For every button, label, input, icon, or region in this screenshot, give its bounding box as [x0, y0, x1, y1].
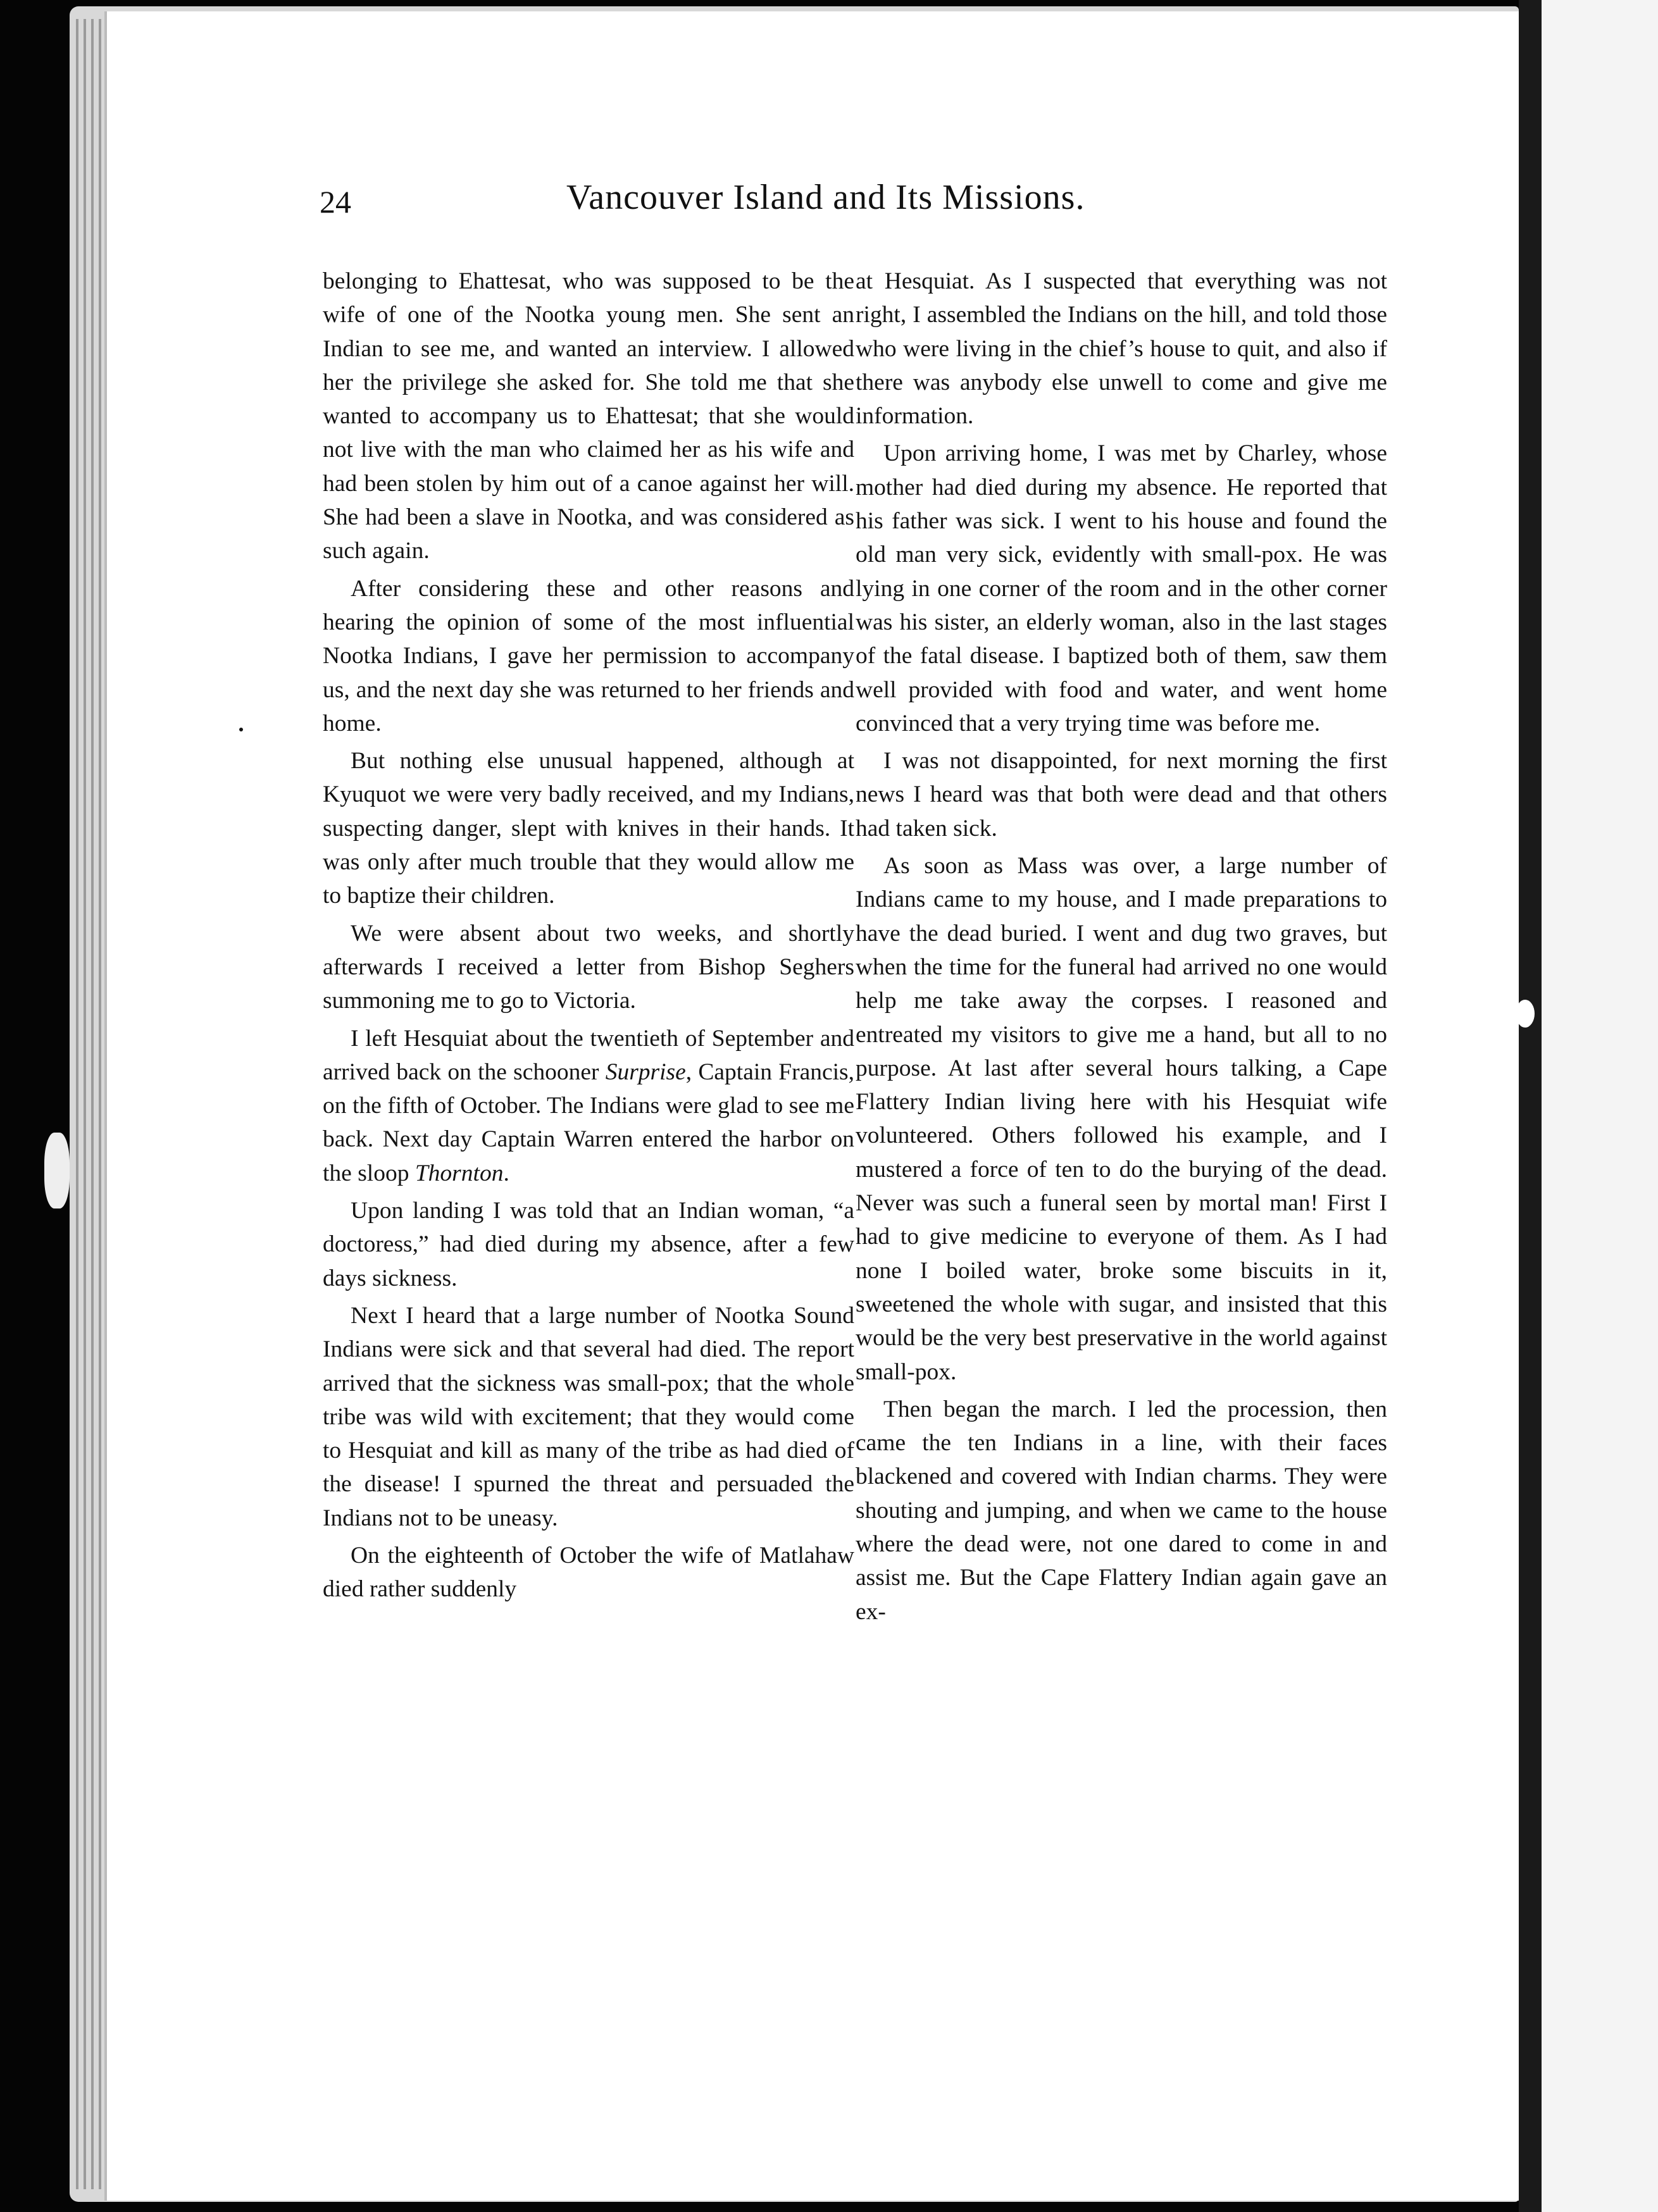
paragraph: But nothing else unusual happened, although at Kyuquot we were very badly received, and my Indians, suspecting danger, slept with knives in their hands. It was only after much trouble that they would allow me to baptize their children.	[323, 748, 854, 909]
page-edge	[84, 19, 86, 2189]
paragraph: at Hesquiat. As I suspected that everything was not right, I assembled the Indians on the hill, and told those who were living in the chief’s house to quit, and also if there was anybody else unwell to come and give me information.	[856, 268, 1387, 430]
scan-blemish	[44, 1133, 70, 1209]
book-gutter	[1519, 0, 1542, 2212]
paragraph	[323, 1022, 854, 1190]
paragraph-text: I left Hesquiat about the twentieth of September and arrived back on the schooner	[323, 1025, 854, 1085]
paragraph-text: .	[503, 1160, 509, 1186]
scan-blemish	[1516, 1000, 1535, 1028]
paragraph: After considering these and other reasons and hearing the opinion of some of the most influential Nootka Indians, I gave her permission to accompany us, and the next day she was returned to her friends and home.	[323, 575, 854, 736]
paragraph: On the eighteenth of October the wife of Matlahaw died rather suddenly	[323, 1542, 854, 1603]
paragraph: belonging to Ehattesat, who was supposed to be the wife of one of the Nootka young men. She sent an Indian to see me, and wanted an interview. I allowed her the privilege she asked for. She told me that she wanted to accompany us to Ehattesat; that she would not live with the man who claimed her as his wife and had been stolen by him out of a canoe against her will. She had been a slave in Nootka, and was considered as such again.	[323, 268, 854, 564]
page-number: 24	[320, 184, 351, 220]
scan-speck	[239, 728, 243, 731]
text-column-right	[856, 264, 1387, 1629]
paragraph: I was not disappointed, for next morning the first news I heard was that both were dead and that others had taken sick.	[856, 748, 1387, 842]
ship-name: Thornton	[414, 1160, 504, 1186]
ship-name: Surprise	[605, 1059, 686, 1085]
page-edge	[91, 19, 94, 2189]
page-header	[320, 177, 1142, 228]
paragraph: Upon landing I was told that an Indian woman, “a doctoress,” had died during my absence, after a few days sickness.	[323, 1198, 854, 1291]
page-edge	[76, 19, 78, 2189]
facing-page-edge	[1542, 0, 1658, 2212]
paragraph: Next I heard that a large number of Nootka Sound Indians were sick and that several had died. The report arrived that the sickness was small-pox; that the whole tribe was wild with excitement; that they would come to Hesquiat and kill as many of the tribe as had died of the disease! I spurned the threat and persuaded the Indians not to be uneasy.	[323, 1302, 854, 1531]
paragraph: Then began the march. I led the procession, then came the ten Indians in a line, with their faces blackened and covered with Indian charms. They were shouting and jumping, and when we came to the house where the dead were, not one dared to come in and assist me. But the Cape Flattery Indian again gave an ex-	[856, 1396, 1387, 1625]
paragraph-text: , Captain Francis, on the fifth of October. The Indians were glad to see me back. Next day Captain Warren entered the harbor on the sloop	[323, 1059, 854, 1186]
text-column-left	[323, 264, 854, 1606]
paragraph: Upon arriving home, I was met by Charley, whose mother had died during my absence. He reported that his father was sick. I went to his house and found the old man very sick, evidently with small-pox. He was lying in one corner of the room and in the other corner was his sister, an elderly woman, also in the last stages of the fatal disease. I baptized both of them, saw them well provided with food and water, and went home convinced that a very trying time was before me.	[856, 440, 1387, 736]
paragraph: As soon as Mass was over, a large number of Indians came to my house, and I made preparations to have the dead buried. I went and dug two graves, but when the time for the funeral had arrived no one would help me take away the corpses. I reasoned and entreated my visitors to give me a hand, but all to no purpose. At last after several hours talking, a Cape Flattery Indian living here with his Hesquiat wife volunteered. Others followed his example, and I mustered a force of ten to do the burying of the dead. Never was such a funeral seen by mortal man! First I had to give medicine to everyone of them. As I had none I boiled water, broke some biscuits in it, sweetened the whole with sugar, and insisted that this would be the very best preservative in the world against small-pox.	[856, 853, 1387, 1385]
running-title: Vancouver Island and Its Missions.	[566, 178, 1085, 217]
paragraph: We were absent about two weeks, and shortly afterwards I received a letter from Bishop Seghers summoning me to go to Victoria.	[323, 920, 854, 1014]
page-edge	[99, 19, 101, 2189]
